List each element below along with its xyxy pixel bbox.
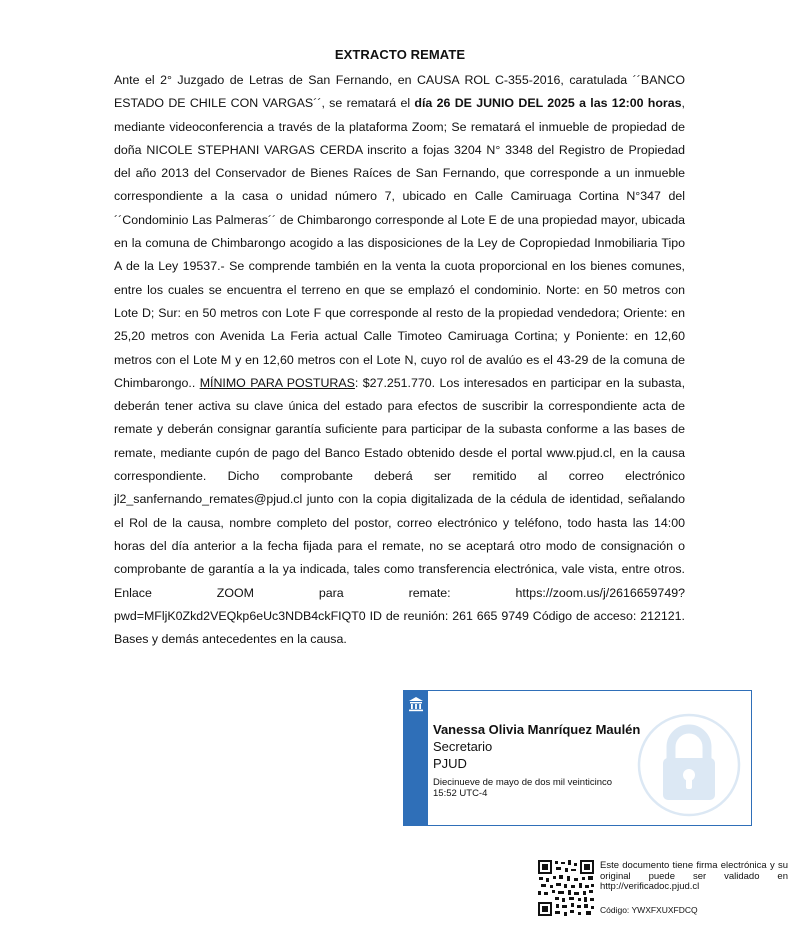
verification-notice: Este documento tiene firma electrónica y su original puede ser validado en http://verificadoc.pjud.cl [600,860,788,892]
auction-date: día 26 DE JUNIO DEL 2025 a las 12:00 horas [414,96,682,111]
signature-time: 15:52 UTC-4 [433,788,488,799]
signature-sidebar [404,691,428,825]
signer-name: Vanessa Olivia Manríquez Maulén [433,722,641,737]
signature-box [403,690,752,826]
body-text-3: : $27.251.770. Los interesados en participar en la subasta, deberán tener activa su clave única del estado para efectos de suscribir la correspondiente acta de remate y deberán consignar garantía suficiente para participar de la subasta conforme a las bases de remate, mediante cupón de pago del Banco Estado obtenido desde el portal www.pjud.cl, en la causa correspondiente. Dicho comprobante deberá ser remitido al correo electrónico jl2_sanfernando_remates@pjud.cl junto con la copia digitalizada de la cédula de identidad, señalando el Rol de la causa, nombre completo del postor, correo electrónico y teléfono, todo hasta las 14:00 horas del día anterior a la fecha fijada para el remate, no se aceptará otro modo de consignación o comprobante de garantía a la ya indicada, tales como transferencia electrónica, vale vista, entre otros. Enlace ZOOM para remate: https://zoom.us/j/2616659749?pwd=MFljK0Zkd2VEQkp6eUc3NDB4ckFIQT0 ID de reunión: 261 665 9749 Código de acceso: 212121. Bases y demás antecedentes en la causa. [114,375,686,647]
signature-details [433,721,733,799]
qr-code-icon [538,860,594,916]
document-body [114,69,685,651]
signer-role: Secretario [433,739,493,754]
document-title: EXTRACTO REMATE [334,47,466,62]
minimum-bid-label: MÍNIMO PARA POSTURAS [199,375,355,390]
verification-code: Código: YWXFXUXFDCQ [600,905,698,915]
signer-organization: PJUD [433,756,467,771]
body-text-1: Ante el 2° Juzgado de Letras de San Fernando, en CAUSA ROL C-355-2016, caratulada ´´BANCO ESTADO DE CHILE CON VARGAS´´, se rematará el [114,73,685,111]
signature-date: Diecinueve de mayo de dos mil veinticinco [433,777,613,788]
courthouse-icon [408,696,424,712]
body-text-2: , mediante videoconferencia a través de la plataforma Zoom; Se rematará el inmueble de propiedad de doña NICOLE STEPHANI VARGAS CERDA inscrito a fojas 3204 N° 3348 del Registro de Propiedad del año 2013 del Conservador de Bienes Raíces de San Fernando, que corresponde a un inmueble correspondiente a la casa o unidad número 7, ubicado en Calle Camiruaga Cortina N°347 del ´´Condominio Las Palmeras´´ de Chimbarongo corresponde al Lote E de una propiedad mayor, ubicada en la comuna de Chimbarongo acogido a las disposiciones de la Ley de Copropiedad Inmobiliaria Tipo A de la Ley 19537.- Se comprende también en la venta la cuota proporcional en los bienes comunes, entre los cuales se encuentra el terreno en que se emplazó el condominio. Norte: en 50 metros con Lote D; Sur: en 50 metros con Lote F que corresponde al resto de la propiedad vendedora; Oriente: en 25,20 metros con Avenida La Feria actual Calle Timoteo Camiruaga Cortina; y Poniente: en 12,60 metros con el Lote M y en 12,60 metros con el Lote N, cuyo rol de avalúo es el 43-29 de la comuna de Chimbarongo.. [114,96,685,390]
